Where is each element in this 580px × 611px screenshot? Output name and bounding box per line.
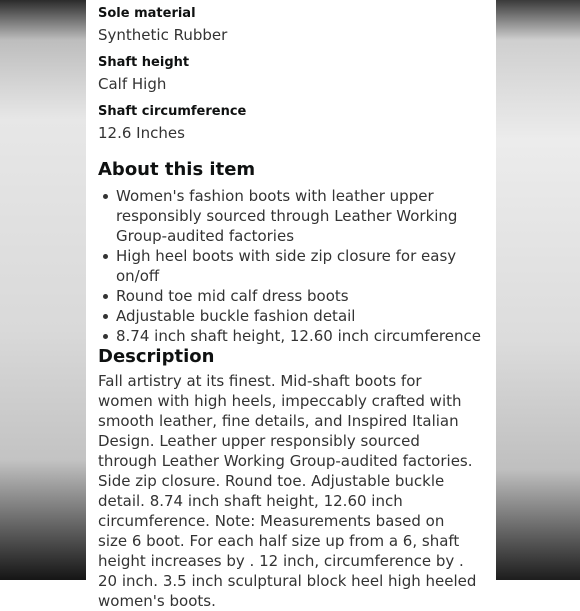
- detail-value: 12.6 Inches: [98, 124, 185, 142]
- about-bullets: [98, 186, 488, 346]
- detail-value: Calf High: [98, 75, 167, 93]
- description-section: [98, 345, 478, 611]
- photo-backdrop-right: [496, 0, 580, 580]
- about-bullet: 8.74 inch shaft height, 12.60 inch circumference: [98, 326, 488, 346]
- about-bullet: Adjustable buckle fashion detail: [98, 306, 488, 326]
- detail-value: Synthetic Rubber: [98, 26, 228, 44]
- photo-backdrop-left: [0, 0, 86, 580]
- detail-label: Shaft circumference: [98, 104, 247, 119]
- about-section: [98, 158, 488, 346]
- about-bullet: Round toe mid calf dress boots: [98, 286, 488, 306]
- detail-shaft-circumference: [98, 104, 246, 144]
- detail-sole-material: [98, 6, 227, 46]
- description-text: Fall artistry at its finest. Mid-shaft boots for women with high heels, impeccably crafted with smooth leather, fine details, and Inspired Italian Design. Leather upper responsibly sourced through Leather Working Group-audited factories. Side zip closure. Round toe. Adjustable buckle detail. 8.74 inch shaft height, 12.60 inch circumference. Note: Measurements based on size 6 boot. For each half size up from a 6, shaft height increases by . 12 inch, circumference by . 20 inch. 3.5 inch sculptural block heel high heeled women's boots.: [98, 372, 477, 610]
- detail-label: Sole material: [98, 6, 196, 21]
- detail-label: Shaft height: [98, 55, 190, 70]
- about-bullet: Women's fashion boots with leather upper responsibly sourced through Leather Working Group-audited factories: [98, 186, 488, 246]
- description-heading: Description: [98, 346, 215, 367]
- product-info-card: [86, 0, 496, 610]
- about-heading: About this item: [98, 159, 256, 180]
- about-bullet: High heel boots with side zip closure for easy on/off: [98, 246, 488, 286]
- detail-shaft-height: [98, 55, 189, 95]
